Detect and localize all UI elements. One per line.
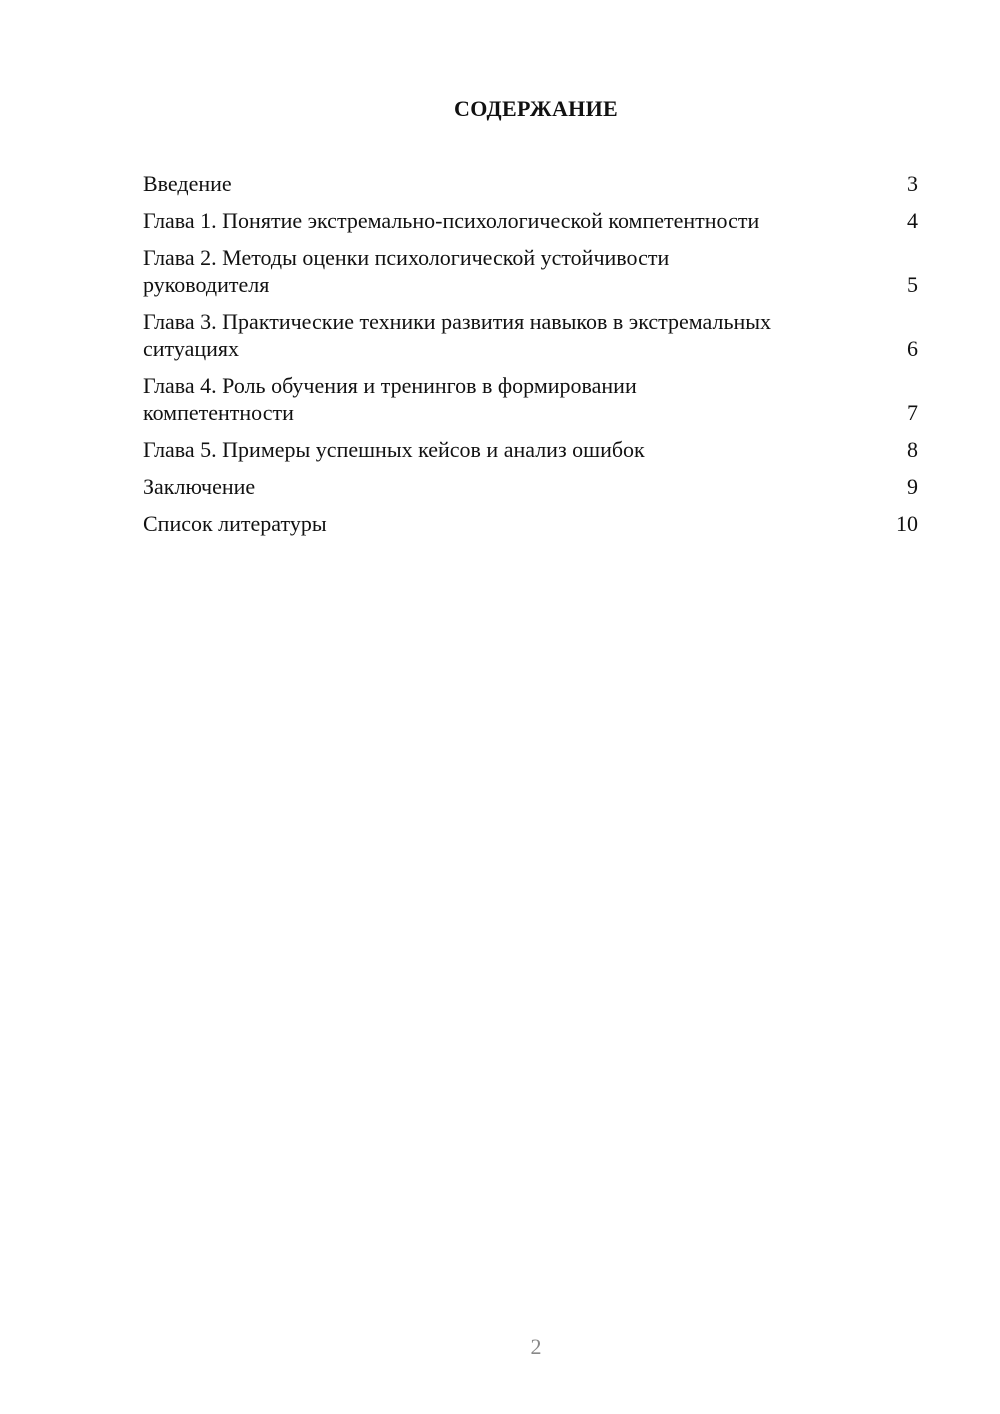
toc-entry-label: Заключение: [143, 474, 256, 499]
toc-entry-page: 9: [907, 474, 918, 499]
toc-entry-label: Глава 4. Роль обучения и тренингов в формировании компетентности: [143, 373, 637, 425]
toc-entry-label: Глава 1. Понятие экстремально-психологической компетентности: [143, 208, 760, 233]
page-number: 2: [530, 1334, 542, 1359]
toc-entry-page: 10: [896, 511, 918, 536]
toc-entry-label: Глава 3. Практические техники развития навыков в экстремальных ситуациях: [143, 309, 772, 361]
table-of-contents: [143, 170, 918, 547]
toc-entry-page: 5: [907, 272, 918, 297]
toc-entry-label: Глава 5. Примеры успешных кейсов и анализ ошибок: [143, 437, 645, 462]
toc-entry-bibliography: [143, 510, 918, 537]
toc-entry-label: Глава 2. Методы оценки психологической устойчивости руководителя: [143, 245, 670, 297]
toc-entry-label: Список литературы: [143, 511, 327, 536]
toc-entry-label: Введение: [143, 171, 232, 196]
toc-entry-page: 4: [907, 208, 918, 233]
page-title: СОДЕРЖАНИЕ: [454, 96, 618, 121]
toc-entry-page: 6: [907, 336, 918, 361]
toc-entry-page: 7: [907, 400, 918, 425]
toc-entry-chapter-4: [143, 372, 918, 426]
toc-entry-chapter-1: [143, 207, 918, 234]
toc-entry-conclusion: [143, 473, 918, 500]
toc-entry-introduction: [143, 170, 918, 197]
toc-entry-page: 8: [907, 437, 918, 462]
toc-entry-chapter-3: [143, 308, 918, 362]
toc-entry-chapter-2: [143, 244, 918, 298]
toc-entry-page: 3: [907, 171, 918, 196]
toc-entry-chapter-5: [143, 436, 918, 463]
